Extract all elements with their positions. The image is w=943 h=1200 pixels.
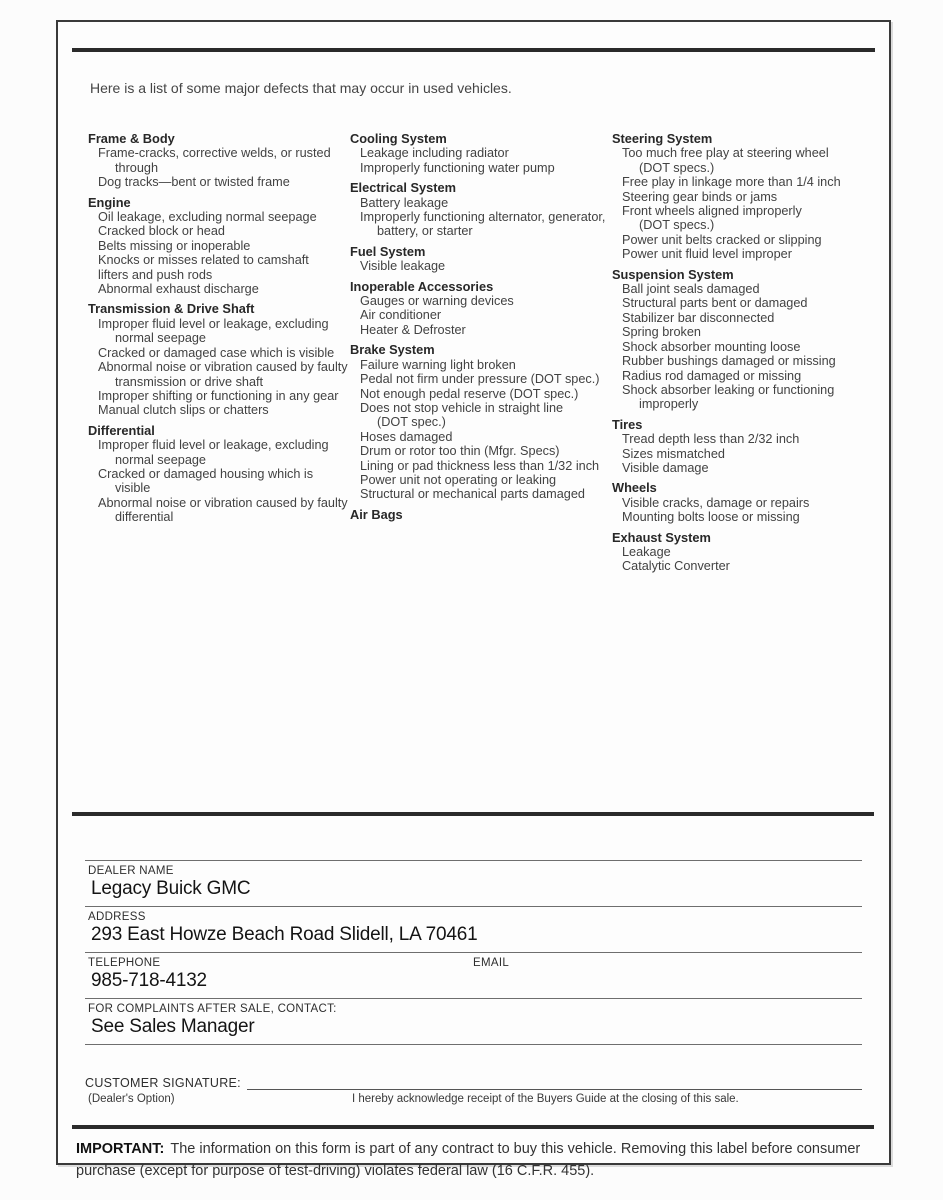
defect-section bbox=[612, 132, 887, 262]
defect-item: Visible leakage bbox=[360, 259, 446, 274]
acknowledgement-text: I hereby acknowledge receipt of the Buyers Guide at the closing of this sale. bbox=[352, 1093, 739, 1105]
defect-section bbox=[88, 424, 350, 525]
defect-item: visible bbox=[115, 481, 151, 496]
defect-section bbox=[612, 268, 887, 412]
thick-rule bbox=[72, 1125, 874, 1129]
defect-item: Abnormal exhaust discharge bbox=[98, 282, 259, 297]
defect-item: Belts missing or inoperable bbox=[98, 238, 251, 253]
section-heading: Wheels bbox=[612, 480, 657, 496]
defect-item: lifters and push rods bbox=[98, 267, 213, 282]
section-heading: Suspension System bbox=[612, 266, 734, 282]
dealer-name-label: DEALER NAME bbox=[88, 865, 174, 877]
address-value: 293 East Howze Beach Road Slidell, LA 70461 bbox=[91, 924, 478, 945]
defect-item: Failure warning light broken bbox=[360, 357, 516, 372]
defects-list bbox=[88, 132, 889, 580]
defect-item: Oil leakage, excluding normal seepage bbox=[98, 210, 317, 225]
defect-item: (DOT specs.) bbox=[639, 218, 715, 233]
defect-item: Visible cracks, damage or repairs bbox=[622, 495, 810, 510]
defects-column-1 bbox=[88, 132, 350, 580]
defect-item: Gauges or warning devices bbox=[360, 294, 514, 309]
defect-item: Front wheels aligned improperly bbox=[622, 204, 802, 219]
defect-section bbox=[612, 481, 887, 524]
defect-item: (DOT spec.) bbox=[377, 415, 446, 430]
defect-section bbox=[350, 343, 612, 501]
defect-section bbox=[350, 245, 612, 274]
defect-item: Abnormal noise or vibration caused by faulty bbox=[98, 495, 348, 510]
defect-item: Improperly functioning alternator, generator, bbox=[360, 210, 606, 225]
defect-section bbox=[350, 181, 612, 239]
defect-item: Improper fluid level or leakage, excluding bbox=[98, 438, 329, 453]
defect-item: Free play in linkage more than 1/4 inch bbox=[622, 175, 841, 190]
section-heading: Steering System bbox=[612, 131, 713, 146]
defect-item: Improper fluid level or leakage, excluding bbox=[98, 316, 329, 331]
defect-item: Knocks or misses related to camshaft bbox=[98, 253, 309, 268]
buyers-guide-back-page bbox=[56, 20, 891, 1180]
dealer-name-value: Legacy Buick GMC bbox=[91, 878, 251, 899]
defect-item: Leakage including radiator bbox=[360, 146, 509, 161]
defect-item: Structural or mechanical parts damaged bbox=[360, 487, 585, 502]
defects-column-3 bbox=[612, 132, 887, 580]
dealer-form bbox=[72, 812, 874, 1182]
defect-item: normal seepage bbox=[115, 452, 206, 467]
defect-item: Ball joint seals damaged bbox=[622, 282, 760, 297]
defect-item: Dog tracks—bent or twisted frame bbox=[98, 175, 290, 190]
defect-item: Too much free play at steering wheel bbox=[622, 146, 829, 161]
defect-item: through bbox=[115, 160, 159, 175]
section-heading: Frame & Body bbox=[88, 131, 175, 146]
section-heading: Tires bbox=[612, 416, 643, 432]
defect-item: Frame-cracks, corrective welds, or rusted bbox=[98, 146, 331, 161]
field-complaints-contact bbox=[85, 998, 862, 1044]
defect-item: Cracked or damaged case which is visible bbox=[98, 345, 335, 360]
field-telephone-email bbox=[85, 952, 862, 998]
section-heading: Brake System bbox=[350, 342, 435, 358]
defect-item: Improperly functioning water pump bbox=[360, 160, 555, 175]
dealers-option-label: (Dealer's Option) bbox=[88, 1093, 175, 1105]
signature-line bbox=[247, 1075, 862, 1090]
complaints-contact-value: See Sales Manager bbox=[91, 1016, 255, 1037]
defect-item: Not enough pedal reserve (DOT spec.) bbox=[360, 386, 579, 401]
defect-item: Power unit fluid level improper bbox=[622, 247, 792, 262]
defect-item: Catalytic Converter bbox=[622, 559, 730, 574]
defect-item: improperly bbox=[639, 397, 699, 412]
defect-item: Leakage bbox=[622, 544, 671, 559]
defect-item: Stabilizer bar disconnected bbox=[622, 310, 775, 325]
section-heading: Engine bbox=[88, 194, 131, 210]
dealer-fields bbox=[85, 860, 862, 1045]
defect-item: Battery leakage bbox=[360, 195, 449, 210]
customer-signature-label: CUSTOMER SIGNATURE: bbox=[85, 1076, 241, 1090]
address-label: ADDRESS bbox=[88, 911, 146, 923]
defect-item: Sizes mismatched bbox=[622, 446, 725, 461]
defect-item: Spring broken bbox=[622, 325, 701, 340]
defect-item: Radius rod damaged or missing bbox=[622, 368, 802, 383]
defect-item: normal seepage bbox=[115, 331, 206, 346]
telephone-label: TELEPHONE bbox=[88, 957, 161, 969]
defect-item: Manual clutch slips or chatters bbox=[98, 403, 269, 418]
defect-section bbox=[612, 531, 887, 574]
defect-item: Power unit not operating or leaking bbox=[360, 472, 557, 487]
defect-section bbox=[350, 508, 612, 522]
defect-item: transmission or drive shaft bbox=[115, 374, 264, 389]
defect-item: battery, or starter bbox=[377, 224, 473, 239]
defect-item: Shock absorber leaking or functioning bbox=[622, 382, 835, 397]
important-label: IMPORTANT: bbox=[76, 1141, 165, 1157]
defect-item: Air conditioner bbox=[360, 308, 442, 323]
telephone-value: 985-718-4132 bbox=[91, 970, 207, 991]
field-dealer-name bbox=[85, 860, 862, 906]
defect-section bbox=[88, 196, 350, 297]
defect-item: Structural parts bent or damaged bbox=[622, 296, 808, 311]
section-heading: Transmission & Drive Shaft bbox=[88, 301, 255, 317]
defect-section bbox=[612, 418, 887, 476]
defect-item: Heater & Defroster bbox=[360, 322, 466, 337]
defect-item: Cracked or damaged housing which is bbox=[98, 466, 314, 481]
signature-block bbox=[85, 1075, 862, 1111]
intro-text: Here is a list of some major defects that may occur in used vehicles. bbox=[90, 80, 512, 96]
field-address bbox=[85, 906, 862, 952]
defect-item: Tread depth less than 2/32 inch bbox=[622, 432, 800, 447]
section-heading: Air Bags bbox=[350, 506, 403, 522]
defect-item: Pedal not firm under pressure (DOT spec.) bbox=[360, 372, 600, 387]
section-heading: Electrical System bbox=[350, 180, 456, 196]
defect-item: Abnormal noise or vibration caused by faulty bbox=[98, 360, 348, 375]
defect-item: Rubber bushings damaged or missing bbox=[622, 354, 836, 369]
important-notice bbox=[76, 1138, 868, 1182]
section-heading: Exhaust System bbox=[612, 529, 711, 545]
complaints-contact-label: FOR COMPLAINTS AFTER SALE, CONTACT: bbox=[88, 1003, 337, 1015]
defect-item: Hoses damaged bbox=[360, 429, 453, 444]
defect-item: Steering gear binds or jams bbox=[622, 189, 778, 204]
section-heading: Differential bbox=[88, 422, 155, 438]
defect-item: Drum or rotor too thin (Mfgr. Specs) bbox=[360, 444, 560, 459]
defect-item: Mounting bolts loose or missing bbox=[622, 510, 800, 525]
field-divider bbox=[85, 1044, 862, 1045]
defect-section bbox=[350, 280, 612, 338]
defect-item: differential bbox=[115, 510, 174, 525]
defect-section bbox=[88, 132, 350, 190]
defect-section bbox=[88, 302, 350, 417]
defect-item: Visible damage bbox=[622, 460, 709, 475]
defects-column-2 bbox=[350, 132, 612, 580]
section-heading: Cooling System bbox=[350, 131, 447, 146]
email-label: EMAIL bbox=[473, 957, 510, 969]
defect-item: Improper shifting or functioning in any gear bbox=[98, 388, 339, 403]
bottom-divider bbox=[72, 1125, 874, 1129]
defect-item: Shock absorber mounting loose bbox=[622, 339, 801, 354]
defect-item: Does not stop vehicle in straight line bbox=[360, 400, 564, 415]
defect-item: Cracked block or head bbox=[98, 224, 225, 239]
thick-rule bbox=[72, 812, 874, 816]
defect-item: (DOT specs.) bbox=[639, 160, 715, 175]
thick-rule bbox=[72, 48, 875, 52]
defect-item: Power unit belts cracked or slipping bbox=[622, 232, 822, 247]
section-heading: Inoperable Accessories bbox=[350, 278, 494, 294]
defect-item: Lining or pad thickness less than 1/32 inch bbox=[360, 458, 600, 473]
section-heading: Fuel System bbox=[350, 243, 426, 259]
important-text: The information on this form is part of any contract to buy this vehicle. Removing this label before consumer purchase (except for purpose of test-driving) violates federal law (16 C.F.R. 455). bbox=[76, 1141, 861, 1180]
defect-section bbox=[350, 132, 612, 175]
top-divider bbox=[72, 48, 875, 52]
